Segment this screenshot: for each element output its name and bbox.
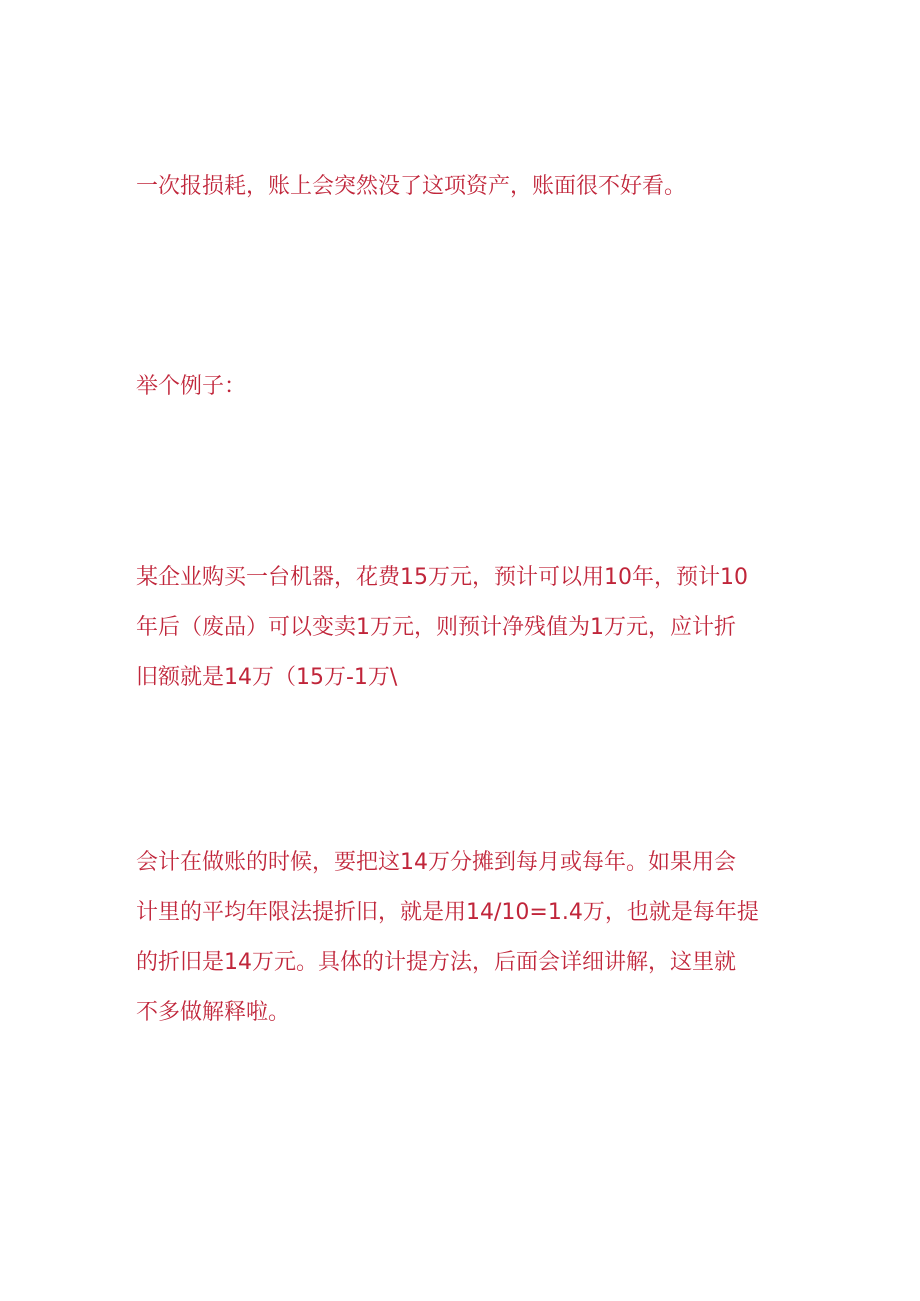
paragraph-machine-example: [136, 553, 796, 703]
paragraph-depreciation-method: [136, 838, 796, 1038]
paragraph-line: 会计在做账的时候，要把这14万分摊到每月或每年。如果用会: [136, 850, 736, 875]
paragraph-example-intro: [136, 362, 796, 412]
paragraph-line: 年后（废品）可以变卖1万元，则预计净残值为1万元，应计折: [136, 615, 736, 640]
paragraph-line: 一次报损耗，账上会突然没了这项资产，账面很不好看。: [136, 174, 687, 199]
paragraph-line: 旧额就是14万（15万-1万\: [136, 665, 398, 690]
paragraph-line: 计里的平均年限法提折旧，就是用14/10=1.4万，也就是每年提: [136, 900, 759, 925]
paragraph-write-off-loss: [136, 162, 796, 212]
paragraph-line: 不多做解释啦。: [136, 1000, 291, 1025]
paragraph-line: 举个例子：: [136, 374, 247, 399]
paragraph-line: 某企业购买一台机器，花费15万元，预计可以用10年，预计10: [136, 565, 748, 590]
paragraph-line: 的折旧是14万元。具体的计提方法，后面会详细讲解，这里就: [136, 950, 736, 975]
